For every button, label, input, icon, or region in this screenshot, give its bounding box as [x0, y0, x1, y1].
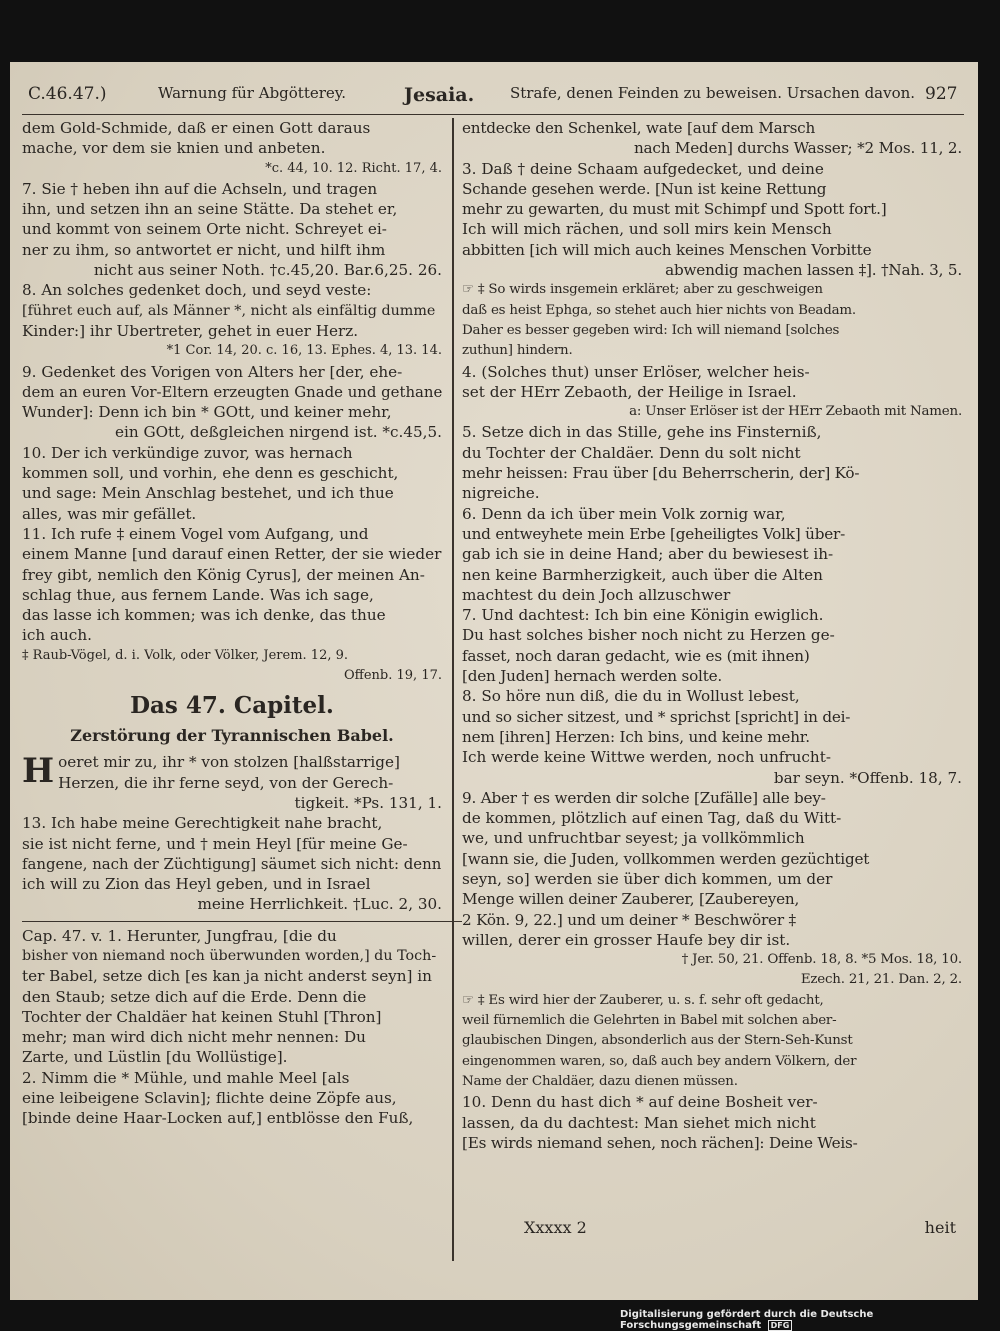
text-line: zuthun] hindern. — [462, 343, 573, 359]
page-footer — [20, 1218, 966, 1240]
text-line: alles, was mir gefället. — [22, 504, 197, 523]
text-line: 7. Und dachtest: Ich bin eine Königin ewiglich. — [462, 606, 824, 625]
text-line: Offenb. 19, 17. — [343, 668, 442, 684]
text-line: glaubischen Dingen, absonderlich aus der Stern-Seh-Kunst — [462, 1033, 853, 1049]
chapter-title: Das 47. Capitel. — [130, 692, 334, 720]
text-line: Herzen, die ihr ferne seyd, von der Gerech- — [58, 773, 394, 792]
right-running-title: Strafe, denen Feinden zu beweisen. Ursachen davon. — [510, 84, 916, 102]
text-line: ich will zu Zion das Heyl geben, und in Israel — [22, 875, 371, 894]
text-line: *c. 44, 10. 12. Richt. 17, 4. — [265, 160, 442, 176]
text-line: 4. (Solches thut) unser Erlöser, welcher heis- — [462, 362, 810, 381]
text-line: Menge willen deiner Zauberer, [Zaubereyen, — [462, 890, 800, 909]
text-line: gab ich sie in deine Hand; aber du bewiesest ih- — [462, 545, 834, 564]
left-column — [22, 118, 442, 1129]
text-line: nicht aus seiner Noth. †c.45,20. Bar.6,25. 26. — [93, 261, 442, 280]
text-line: tigkeit. *Ps. 131, 1. — [294, 793, 442, 812]
text-line: meine Herrlichkeit. †Luc. 2, 30. — [197, 895, 442, 914]
text-line: de kommen, plötzlich auf einen Tag, daß du Witt- — [462, 809, 842, 828]
text-line: eingenommen waren, so, daß auch bey andern Völkern, der — [462, 1053, 857, 1069]
text-line: 13. Ich habe meine Gerechtigkeit nahe bracht, — [22, 814, 383, 833]
text-line: ‡ Raub-Vögel, d. i. Volk, oder Völker, Jerem. 12, 9. — [22, 647, 349, 663]
text-line: oeret mir zu, ihr * von stolzen [halßstarrige] — [58, 753, 400, 772]
text-line: 3. Daß † deine Schaam aufgedecket, und deine — [462, 159, 824, 178]
credit-text: Digitalisierung gefördert durch die Deutsche Forschungsgemeinschaft — [620, 1309, 874, 1331]
text-line: set der HErr Zebaoth, der Heilige in Israel. — [462, 382, 797, 401]
dfg-logo: DFG — [768, 1320, 793, 1331]
text-line: Ich werde keine Wittwe werden, noch unfrucht- — [462, 748, 831, 767]
text-line: frey gibt, nemlich den König Cyrus], der meinen An- — [22, 565, 425, 584]
text-line: seyn, so] werden sie über dich kommen, um der — [462, 869, 833, 888]
text-line: sie ist nicht ferne, und † mein Heyl [für meine Ge- — [22, 834, 408, 853]
right-column — [462, 118, 962, 1153]
page-number: 927 — [925, 84, 958, 104]
text-line: willen, derer ein grosser Haufe bey dir ist. — [462, 930, 791, 949]
text-line: 7. Sie † heben ihn auf die Achseln, und tragen — [22, 179, 378, 198]
text-line: Zarte, und Lüstlin [du Wollüstige]. — [22, 1048, 288, 1067]
signature-mark: Xxxxx 2 — [524, 1218, 587, 1237]
text-line: eine leibeigene Sclavin]; flichte deine Zöpfe aus, — [22, 1089, 397, 1108]
chapter-subtitle: Zerstörung der Tyrannischen Babel. — [70, 726, 394, 746]
text-line: nigreiche. — [462, 484, 540, 503]
text-line: du Tochter der Chaldäer. Denn du solt nicht — [462, 443, 801, 462]
text-line: bar seyn. *Offenb. 18, 7. — [773, 768, 962, 787]
text-line: schlag thue, aus fernem Lande. Was ich sage, — [22, 585, 374, 604]
text-line: abbitten [ich will mich auch keines Menschen Vorbitte — [462, 240, 872, 259]
text-line: ner zu ihm, so antwortet er nicht, und hilft ihm — [22, 240, 386, 259]
text-line: einem Manne [und darauf einen Retter, der sie wieder — [22, 545, 442, 564]
text-line: Cap. 47. v. 1. Herunter, Jungfrau, [die du — [22, 926, 337, 945]
text-line: ter Babel, setze dich [es kan ja nicht anderst seyn] in — [22, 967, 432, 986]
text-line: mehr; man wird dich nicht mehr nennen: Du — [22, 1028, 366, 1047]
text-line: 9. Gedenket des Vorigen von Alters her [der, ehe- — [22, 362, 403, 381]
text-line: ☞ ‡ Es wird hier der Zauberer, u. s. f. sehr oft gedacht, — [462, 992, 824, 1008]
text-line: Ezech. 21, 21. Dan. 2, 2. — [800, 972, 962, 988]
text-line: ich auch. — [22, 626, 92, 645]
text-line: † Jer. 50, 21. Offenb. 18, 8. *5 Mos. 18, 10. — [681, 952, 962, 968]
text-line: das lasse ich kommen; was ich denke, das thue — [22, 606, 386, 625]
text-line: ihn, und setzen ihn an seine Stätte. Da stehet er, — [22, 200, 398, 219]
text-line: und so sicher sitzest, und * sprichst [spricht] in dei- — [462, 707, 851, 726]
text-line: Ich will mich rächen, und soll mirs kein Mensch — [462, 220, 832, 239]
text-line: 10. Der ich verkündige zuvor, was hernach — [22, 443, 353, 462]
text-line: entdecke den Schenkel, wate [auf dem Marsch — [462, 119, 816, 137]
column-divider — [452, 118, 454, 1261]
text-line: dem Gold-Schmide, daß er einen Gott daraus — [22, 119, 371, 137]
text-line: [Es wirds niemand sehen, noch rächen]: Deine Weis- — [462, 1133, 858, 1152]
text-line: 6. Denn da ich über mein Volk zornig war, — [462, 504, 786, 523]
text-line: kommen soll, und vorhin, ehe denn es geschicht, — [22, 464, 399, 483]
text-line: Du hast solches bisher noch nicht zu Herzen ge- — [462, 626, 835, 645]
book-title: Jesaia. — [404, 84, 475, 106]
text-line: Tochter der Chaldäer hat keinen Stuhl [Thron] — [22, 1007, 382, 1026]
text-line: 5. Setze dich in das Stille, gehe ins Finsterniß, — [462, 423, 822, 442]
text-line: Daher es besser gegeben wird: Ich will niemand [solches — [462, 322, 840, 338]
digitization-credit — [620, 1309, 990, 1331]
text-line: 2. Nimm die * Mühle, und mahle Meel [als — [22, 1068, 350, 1087]
text-line: fasset, noch daran gedacht, wie es (mit ihnen) — [462, 646, 810, 665]
drop-cap: H — [22, 751, 55, 792]
text-line: mehr heissen: Frau über [du Beherrscherin, der] Kö- — [462, 464, 860, 483]
text-line: bisher von niemand noch überwunden worden,] du Toch- — [22, 947, 437, 964]
book-page — [10, 62, 978, 1300]
commentary-rule — [22, 921, 462, 922]
text-line: Kinder:] ihr Ubertreter, gehet in euer Herz. — [22, 321, 359, 340]
text-line: a: Unser Erlöser ist der HErr Zebaoth mit Namen. — [629, 404, 962, 420]
text-line: Schande gesehen werde. [Nun ist keine Rettung — [462, 179, 827, 198]
text-line: Name der Chaldäer, dazu dienen müssen. — [462, 1073, 738, 1089]
text-line: dem an euren Vor-Eltern erzeugten Gnade und gethane — [22, 382, 443, 401]
text-line: ein GOtt, deßgleichen nirgend ist. *c.45,5. — [115, 423, 442, 442]
text-line: daß es heist Ephga, so stehet auch hier nichts von Beadam. — [462, 302, 856, 318]
text-line: nen keine Barmherzigkeit, auch über die Alten — [462, 565, 823, 584]
text-line: 11. Ich rufe ‡ einem Vogel vom Aufgang, und — [22, 524, 369, 543]
text-line: we, und unfruchtbar seyest; ja vollkömmlich — [462, 829, 805, 848]
text-line: lassen, da du dachtest: Man siehet mich nicht — [462, 1113, 816, 1132]
text-line: 8. So höre nun diß, die du in Wollust lebest, — [462, 687, 800, 706]
text-line: den Staub; setze dich auf die Erde. Denn die — [22, 987, 367, 1006]
text-line: [den Juden] hernach werden solte. — [462, 667, 723, 686]
chapter-reference: C.46.47.) — [28, 84, 107, 104]
text-line: und sage: Mein Anschlag bestehet, und ich thue — [22, 484, 394, 503]
text-line: 10. Denn du hast dich * auf deine Bosheit ver- — [462, 1093, 818, 1112]
text-line: mache, vor dem sie knien und anbeten. — [22, 139, 326, 158]
text-line: machtest du dein Joch allzuschwer — [462, 585, 731, 604]
text-line: und entweyhete mein Erbe [geheiligtes Volk] über- — [462, 524, 846, 543]
text-line: ☞ ‡ So wirds insgemein erkläret; aber zu geschweigen — [462, 282, 823, 298]
header-rule — [22, 114, 964, 115]
text-line: und kommt von seinem Orte nicht. Schreyet ei- — [22, 220, 387, 239]
left-running-title: Warnung für Abgötterey. — [158, 84, 347, 102]
text-line: nem [ihren] Herzen: Ich bins, und keine mehr. — [462, 727, 810, 746]
text-line: mehr zu gewarten, du must mit Schimpf und Spott fort.] — [462, 200, 887, 219]
text-line: abwendig machen lassen ‡]. †Nah. 3, 5. — [665, 261, 962, 280]
text-line: weil fürnemlich die Gelehrten in Babel mit solchen aber- — [462, 1013, 837, 1029]
catchword: heit — [924, 1218, 956, 1237]
text-line: [wann sie, die Juden, vollkommen werden gezüchtiget — [462, 849, 870, 868]
text-line: 9. Aber † es werden dir solche [Zufälle] alle bey- — [462, 788, 826, 807]
text-line: nach Meden] durchs Wasser; *2 Mos. 11, 2. — [633, 139, 962, 158]
text-line: 8. An solches gedenket doch, und seyd veste: — [22, 281, 372, 300]
text-line: [binde deine Haar-Locken auf,] entblösse den Fuß, — [22, 1109, 414, 1128]
text-line: Wunder]: Denn ich bin * GOtt, und keiner mehr, — [22, 403, 392, 422]
text-line: 2 Kön. 9, 22.] und um deiner * Beschwörer ‡ — [462, 910, 796, 929]
text-line: fangene, nach der Züchtigung] säumet sich nicht: denn — [22, 854, 442, 873]
running-header — [20, 84, 966, 110]
text-line: *1 Cor. 14, 20. c. 16, 13. Ephes. 4, 13. 14. — [166, 343, 442, 359]
text-line: [führet euch auf, als Männer *, nicht als einfältig dumme — [22, 302, 436, 319]
